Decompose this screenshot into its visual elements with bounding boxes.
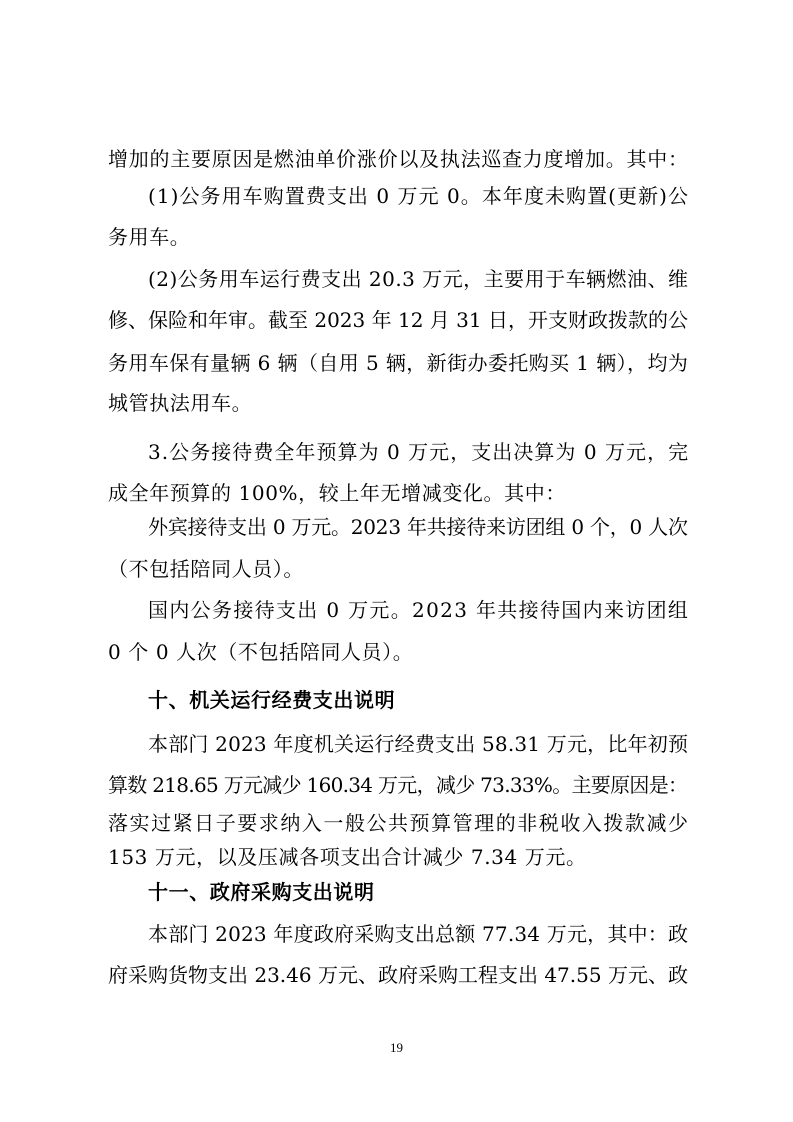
paragraph-line: 153 万元，以及压减各项支出合计减少 7.34 万元。 [108, 845, 587, 869]
paragraph-line: 算数 218.65 万元减少 160.34 万元，减少 73.33%。主要原因是： [108, 773, 688, 797]
paragraph-line: (1)公务用车购置费支出 0 万元 0。本年度未购置(更新)公 [148, 184, 690, 208]
paragraph-line: 增加的主要原因是燃油单价涨价以及执法巡查力度增加。其中： [108, 147, 689, 171]
paragraph-line: 本部门 2023 年度政府采购支出总额 77.34 万元，其中：政 [148, 922, 689, 946]
paragraph-line: 务用车。 [108, 225, 191, 249]
paragraph-line: (2)公务用车运行费支出 20.3 万元，主要用于车辆燃油、维 [148, 267, 689, 291]
paragraph-line: 务用车保有量辆 6 辆（自用 5 辆，新街办委托购买 1 辆），均为 [108, 351, 689, 375]
paragraph-line: 成全年预算的 100%，较上年无增减变化。其中： [108, 481, 566, 505]
page-number: 19 [390, 1040, 403, 1055]
paragraph-line: 0 个 0 人次（不包括陪同人员）。 [108, 640, 414, 664]
paragraph-line: 外宾接待支出 0 万元。2023 年共接待来访团组 0 个，0 人次 [148, 515, 688, 539]
paragraph-line: 城管执法用车。 [108, 391, 253, 415]
paragraph-line: 国内公务接待支出 0 万元。2023 年共接待国内来访团组 [148, 598, 690, 622]
paragraph-line: 修、保险和年审。截至 2023 年 12 月 31 日，开支财政拨款的公 [108, 308, 688, 332]
paragraph-line: 府采购货物支出 23.46 万元、政府采购工程支出 47.55 万元、政 [108, 963, 688, 987]
paragraph-line: （不包括陪同人员）。 [108, 557, 304, 581]
paragraph-line: 本部门 2023 年度机关运行经费支出 58.31 万元，比年初预 [148, 732, 689, 756]
paragraph-line: 3.公务接待费全年预算为 0 万元，支出决算为 0 万元，完 [148, 440, 690, 464]
section-heading: 十一、政府采购支出说明 [148, 880, 375, 904]
section-heading: 十、机关运行经费支出说明 [148, 688, 396, 712]
paragraph-line: 落实过紧日子要求纳入一般公共预算管理的非税收入拨款减少 [108, 811, 690, 835]
